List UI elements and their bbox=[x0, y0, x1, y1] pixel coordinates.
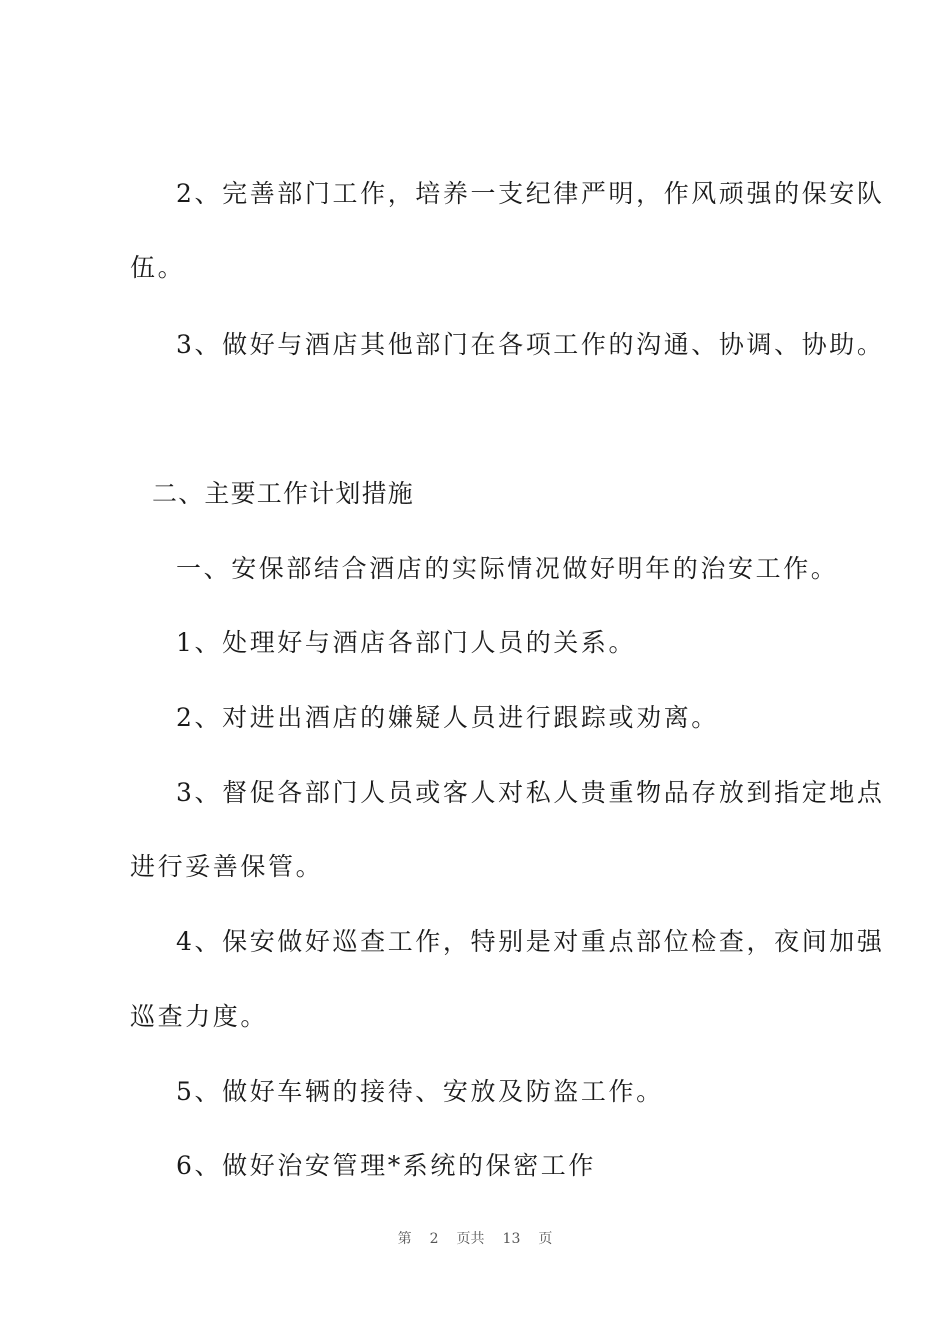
paragraph-line: 3、督促各部门人员或客人对私人贵重物品存放到指定地点 bbox=[176, 778, 885, 807]
paragraph-line: 进行妥善保管。 bbox=[130, 852, 324, 881]
paragraph-line: 2、对进出酒店的嫌疑人员进行跟踪或劝离。 bbox=[176, 703, 719, 732]
page-footer bbox=[0, 1229, 950, 1249]
paragraph-line: 伍。 bbox=[130, 253, 186, 282]
paragraph-line: 4、保安做好巡查工作，特别是对重点部位检查，夜间加强 bbox=[176, 927, 885, 956]
paragraph-line: 2、完善部门工作，培养一支纪律严明，作风顽强的保安队 bbox=[176, 179, 885, 208]
paragraph-line: 一、安保部结合酒店的实际情况做好明年的治安工作。 bbox=[176, 554, 839, 583]
paragraph-line: 3、做好与酒店其他部门在各项工作的沟通、协调、协助。 bbox=[176, 330, 885, 359]
footer-middle: 页共 bbox=[456, 1231, 485, 1247]
paragraph-line: 6、做好治安管理*系统的保密工作 bbox=[176, 1151, 597, 1180]
paragraph-line: 巡查力度。 bbox=[130, 1002, 269, 1031]
footer-suffix: 页 bbox=[538, 1231, 553, 1247]
paragraph-line: 5、做好车辆的接待、安放及防盗工作。 bbox=[176, 1077, 664, 1106]
footer-page-number: 2 bbox=[429, 1231, 439, 1247]
footer-prefix: 第 bbox=[397, 1231, 412, 1247]
footer-total-pages: 13 bbox=[502, 1231, 521, 1247]
section-heading: 二、主要工作计划措施 bbox=[152, 479, 415, 508]
paragraph-line: 1、处理好与酒店各部门人员的关系。 bbox=[176, 628, 637, 657]
